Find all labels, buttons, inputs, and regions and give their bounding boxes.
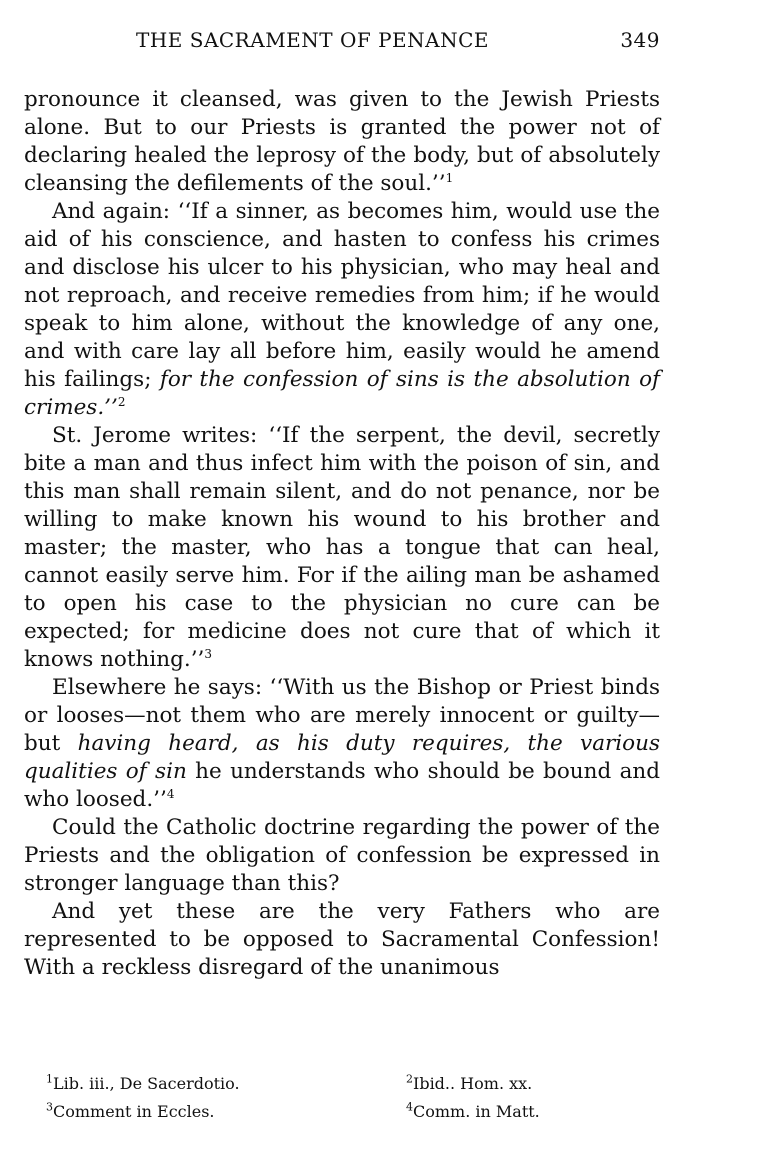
footnote-symbol: 4: [406, 1100, 413, 1114]
paragraph-fathers: [24, 898, 660, 982]
footnote-symbol: 2: [406, 1072, 413, 1086]
paragraph-chrysostom-quote: [24, 198, 660, 422]
paragraph-text: And yet these are the very Fathers who are represented to be opposed to Sacramental Confession! With a reckless disregard of the unanimous: [24, 899, 660, 980]
footnote-4: [406, 1098, 540, 1126]
italic-emphasis: having heard, as his duty requires, the various qualities of sin: [24, 731, 660, 784]
book-page: [24, 28, 660, 982]
paragraph-elsewhere-quote: [24, 674, 660, 814]
footnote-2: [406, 1070, 532, 1098]
footnote-1: [46, 1070, 406, 1098]
footnote-text: Comment in Eccles.: [53, 1102, 215, 1121]
footnote-ref: 3: [204, 646, 212, 661]
footnotes: [46, 1070, 606, 1126]
paragraph-text: Elsewhere he says: ‘‘With us the Bishop or Priest binds or looses—not them who are merely innocent or guilty—but: [24, 675, 660, 756]
body-text: [24, 86, 660, 982]
footnote-row: [46, 1098, 606, 1126]
footnote-ref: 1: [445, 170, 454, 185]
footnote-symbol: 3: [46, 1100, 53, 1114]
paragraph-continuation: [24, 86, 660, 198]
footnote-text: Lib. iii., De Sacerdotio.: [53, 1074, 240, 1093]
page-number: 349: [620, 28, 660, 52]
footnote-row: [46, 1070, 606, 1098]
paragraph-jerome-quote: [24, 422, 660, 674]
page-header: [24, 28, 660, 64]
paragraph-text: pronounce it cleansed, was given to the Jewish Priests alone. But to our Priests is granted the power not of declaring healed the leprosy of the body, but of absolutely cleansing the defilements of the soul.’’: [24, 87, 660, 196]
footnote-3: [46, 1098, 406, 1126]
italic-emphasis: for the confession of sins is the absolution of crimes.’’: [24, 367, 660, 420]
footnote-ref: 2: [117, 394, 126, 409]
footnote-text: Comm. in Matt.: [413, 1102, 540, 1121]
paragraph-catholic-doctrine: [24, 814, 660, 898]
footnote-text: Ibid.. Hom. xx.: [413, 1074, 533, 1093]
paragraph-text: he understands who should be bound and who loosed.’’: [24, 759, 660, 812]
paragraph-text: And again: ‘‘If a sinner, as becomes him, would use the aid of his conscience, and hasten to confess his crimes and disclose his ulcer to his physician, who may heal and not reproach, and receive remedies from him; if he would speak to him alone, without the knowledge of any one, and with care lay all before him, easily would he amend his failings;: [24, 199, 660, 392]
paragraph-text: St. Jerome writes: ‘‘If the serpent, the devil, secretly bite a man and thus infect him with the poison of sin, and this man shall remain silent, and do not penance, nor be willing to make known his wound to his brother and master; the master, who has a tongue that can heal, cannot easily serve him. For if the ailing man be ashamed to open his case to the physician no cure can be expected; for medicine does not cure that of which it knows nothing.’’: [24, 423, 660, 672]
running-title: THE SACRAMENT OF PENANCE: [136, 28, 489, 52]
paragraph-text: Could the Catholic doctrine regarding the power of the Priests and the obligation of confession be expressed in stronger language than this?: [24, 815, 660, 896]
footnote-symbol: 1: [46, 1072, 53, 1086]
footnote-ref: 4: [166, 786, 175, 801]
